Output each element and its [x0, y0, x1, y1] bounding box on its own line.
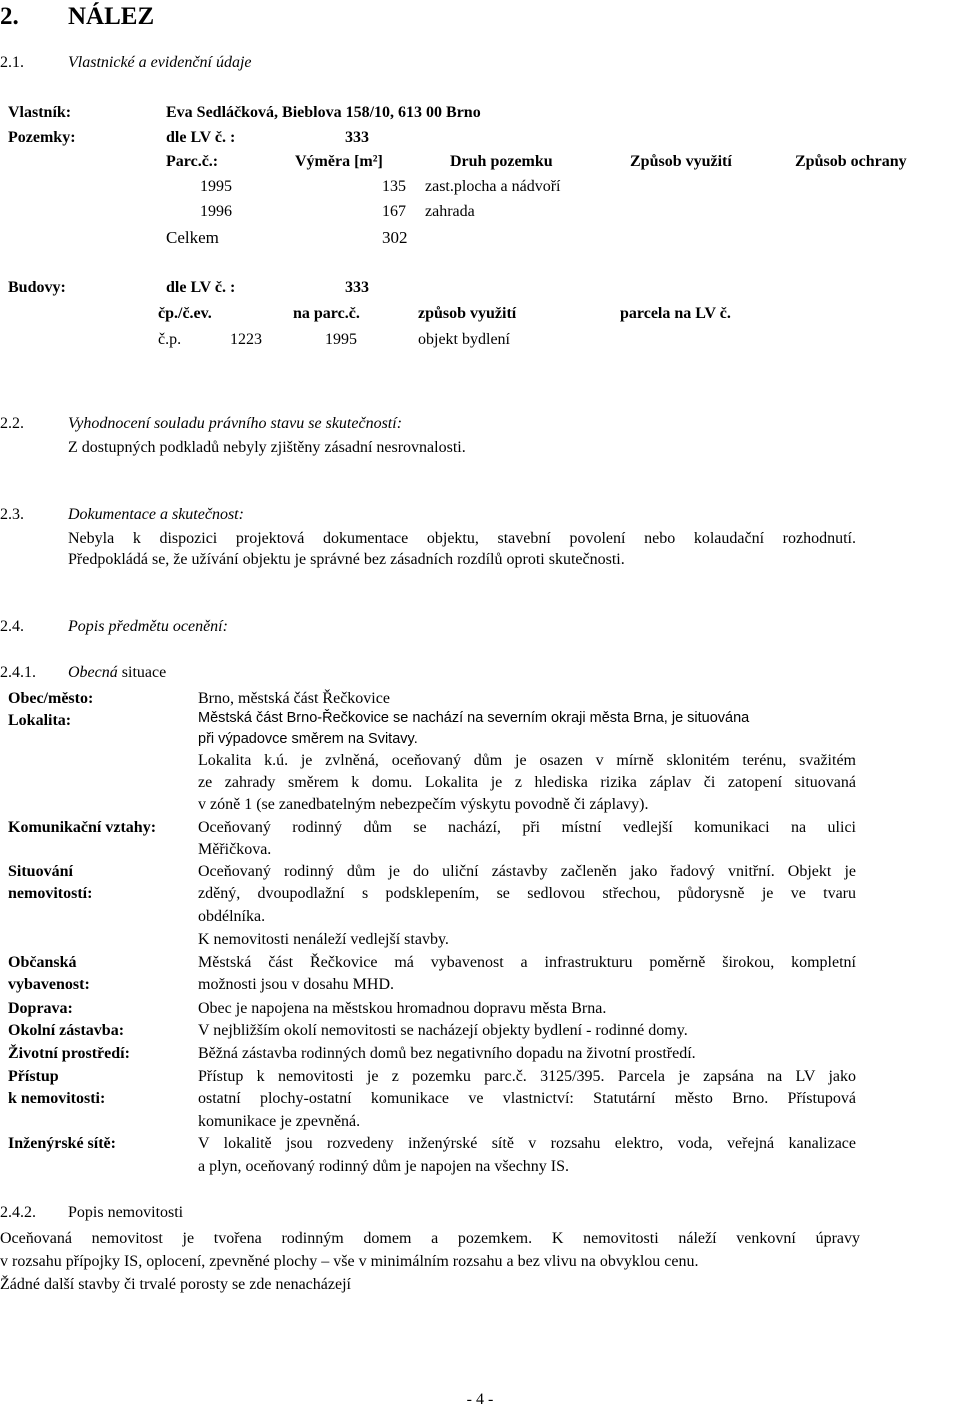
land-lv-value: 333 [345, 129, 369, 146]
lokalita-sans-2: při výpadovce směrem na Svitavy. [198, 731, 418, 747]
s24-title: Popis předmětu ocenění: [68, 618, 228, 635]
land-col-kind: Druh pozemku [450, 153, 553, 170]
bld-col-lv: parcela na LV č. [620, 305, 731, 322]
label-prostredi: Životní prostředí: [8, 1045, 130, 1062]
zastavba-line-1: V nejbližším okolí nemovitosti se nacházejí objekty bydlení - rodinné domy. [198, 1022, 688, 1039]
komunikacni-line-1: Oceňovaný rodinný dům se nachází, při místní vedlejší komunikaci na ulici [198, 819, 856, 836]
s23-number: 2.3. [0, 506, 24, 523]
bld-lv-value: 333 [345, 279, 369, 296]
bld-row-use: objekt bydlení [418, 331, 510, 348]
pristup-line-3: komunikace je zpevněná. [198, 1113, 361, 1130]
s21-title: Vlastnické a evidenční údaje [68, 54, 252, 71]
s23-line-2: Předpokládá se, že užívání objektu je správné bez zásadních rozdílů oproti skutečnosti. [68, 551, 625, 568]
label-pristup-1: Přístup [8, 1068, 59, 1085]
situovani-line-2: zděný, dvoupodlažní s podsklepením, se sedlovou střechou, půdorysně je ve tvaru [198, 885, 856, 902]
s22-title: Vyhodnocení souladu právního stavu se skutečností: [68, 415, 403, 432]
land-row-area: 167 [382, 203, 406, 220]
land-total-value: 302 [382, 228, 408, 247]
value-obec: Brno, městská část Řečkovice [198, 690, 390, 707]
s23-line-1: Nebyla k dispozici projektová dokumentace objektu, stavební povolení nebo kolaudační rozhodnutí. [68, 530, 856, 547]
situovani-line-1: Oceňovaný rodinný dům je do uliční zástavby začleněn jako řadový vnitřní. Objekt je [198, 863, 856, 880]
label-obec: Obec/město: [8, 690, 94, 707]
pristup-line-1: Přístup k nemovitosti je z pozemku parc.č. 3125/395. Parcela je zapsána na LV jako [198, 1068, 856, 1085]
land-row-parc: 1995 [200, 178, 232, 195]
label-vybavenost-2: vybavenost: [8, 976, 90, 993]
land-col-use: Způsob využití [630, 153, 732, 170]
label-lokalita: Lokalita: [8, 712, 72, 729]
s242-line-2: v rozsahu přípojky IS, oplocení, zpevněné plochy – vše v minimálním rozsahu a bez vlivu na obvyklou cenu. [0, 1253, 699, 1270]
land-col-protection: Způsob ochrany [795, 153, 907, 170]
s23-title: Dokumentace a skutečnost: [68, 506, 244, 523]
s242-line-3: Žádné další stavby či trvalé porosty se zde nenacházejí [0, 1276, 351, 1293]
bld-col-parc: na parc.č. [293, 305, 360, 322]
situovani-line-4: K nemovitosti nenáleží vedlejší stavby. [198, 931, 449, 948]
label-situovani-1: Situování [8, 863, 73, 880]
bld-col-type: čp./č.ev. [158, 305, 212, 322]
site-line-2: a plyn, oceňovaný rodinný dům je napojen na všechny IS. [198, 1158, 570, 1175]
page-number: - 4 - [466, 1391, 494, 1408]
label-site: Inženýrské sítě: [8, 1135, 116, 1152]
label-pristup-2: k nemovitosti: [8, 1090, 106, 1107]
s24-number: 2.4. [0, 618, 24, 635]
bld-row-parc: 1995 [325, 331, 357, 348]
s242-title: Popis nemovitosti [68, 1204, 184, 1221]
prostredi-line-1: Běžná zástavba rodinných domů bez negativního dopadu na životní prostředí. [198, 1045, 696, 1062]
bld-label: Budovy: [8, 279, 66, 296]
bld-lv-label: dle LV č. : [166, 279, 236, 296]
doprava-line-1: Obec je napojena na městskou hromadnou dopravu města Brna. [198, 1000, 607, 1017]
land-row-parc: 1996 [200, 203, 232, 220]
s22-text: Z dostupných podkladů nebyly zjištěny zásadní nesrovnalosti. [68, 439, 466, 456]
s242-number: 2.4.2. [0, 1204, 36, 1221]
heading-number: 2. [0, 3, 19, 30]
s22-number: 2.2. [0, 415, 24, 432]
land-col-parc: Parc.č.: [166, 153, 219, 170]
label-vybavenost-1: Občanská [8, 954, 77, 971]
s242-line-1: Oceňovaná nemovitost je tvořena rodinným domem a pozemkem. K nemovitosti náleží venkovní úpravy [0, 1230, 860, 1247]
land-row-kind: zast.plocha a nádvoří [425, 178, 561, 195]
site-line-1: V lokalitě jsou rozvedeny inženýrské sítě v rozsahu elektro, voda, veřejná kanalizace [198, 1135, 856, 1152]
label-situovani-2: nemovitostí: [8, 885, 93, 902]
land-total-label: Celkem [166, 228, 219, 247]
owner-label: Vlastník: [8, 104, 72, 121]
bld-row-num: 1223 [230, 331, 262, 348]
vybavenost-line-1: Městská část Řečkovice má vybavenost a infrastrukturu poměrně širokou, kompletní [198, 954, 856, 971]
land-label: Pozemky: [8, 129, 76, 146]
s241-title-rest: situace [117, 664, 167, 681]
lokalita-line-3: v zóně 1 (se zanedbatelným nebezpečím výskytu povodně či záplavy). [198, 796, 649, 813]
situovani-line-3: obdélníka. [198, 908, 266, 925]
lokalita-line-1: Lokalita k.ú. je zvlněná, oceňovaný dům je osazen v mírně sklonitém terénu, svažitém [198, 752, 856, 769]
bld-row-type: č.p. [158, 331, 182, 348]
komunikacni-line-2: Měřičkova. [198, 841, 272, 858]
s241-title-italic: Obecná [68, 664, 118, 681]
label-zastavba: Okolní zástavba: [8, 1022, 125, 1039]
lokalita-line-2: ze zahrady směrem k domu. Lokalita je z hlediska rizika záplav či zatopení situovaná [198, 774, 856, 791]
lokalita-sans-1: Městská část Brno-Řečkovice se nachází na severním okraji města Brna, je situována [198, 710, 750, 726]
owner-value: Eva Sedláčková, Bieblova 158/10, 613 00 Brno [166, 104, 481, 121]
heading-title: NÁLEZ [68, 3, 155, 30]
land-row-area: 135 [382, 178, 406, 195]
vybavenost-line-2: možnosti jsou v dosahu MHD. [198, 976, 394, 993]
pristup-line-2: ostatní plochy-ostatní komunikace ve vlastnictví: Statutární město Brno. Přístupová [198, 1090, 856, 1107]
land-col-area: Výměra [m²] [295, 153, 383, 170]
land-row-kind: zahrada [425, 203, 475, 220]
land-lv-label: dle LV č. : [166, 129, 236, 146]
label-doprava: Doprava: [8, 1000, 73, 1017]
label-komunikacni: Komunikační vztahy: [8, 819, 157, 836]
s21-number: 2.1. [0, 54, 24, 71]
bld-col-use: způsob využití [418, 305, 517, 322]
s241-number: 2.4.1. [0, 664, 36, 681]
s241-title [68, 663, 166, 682]
